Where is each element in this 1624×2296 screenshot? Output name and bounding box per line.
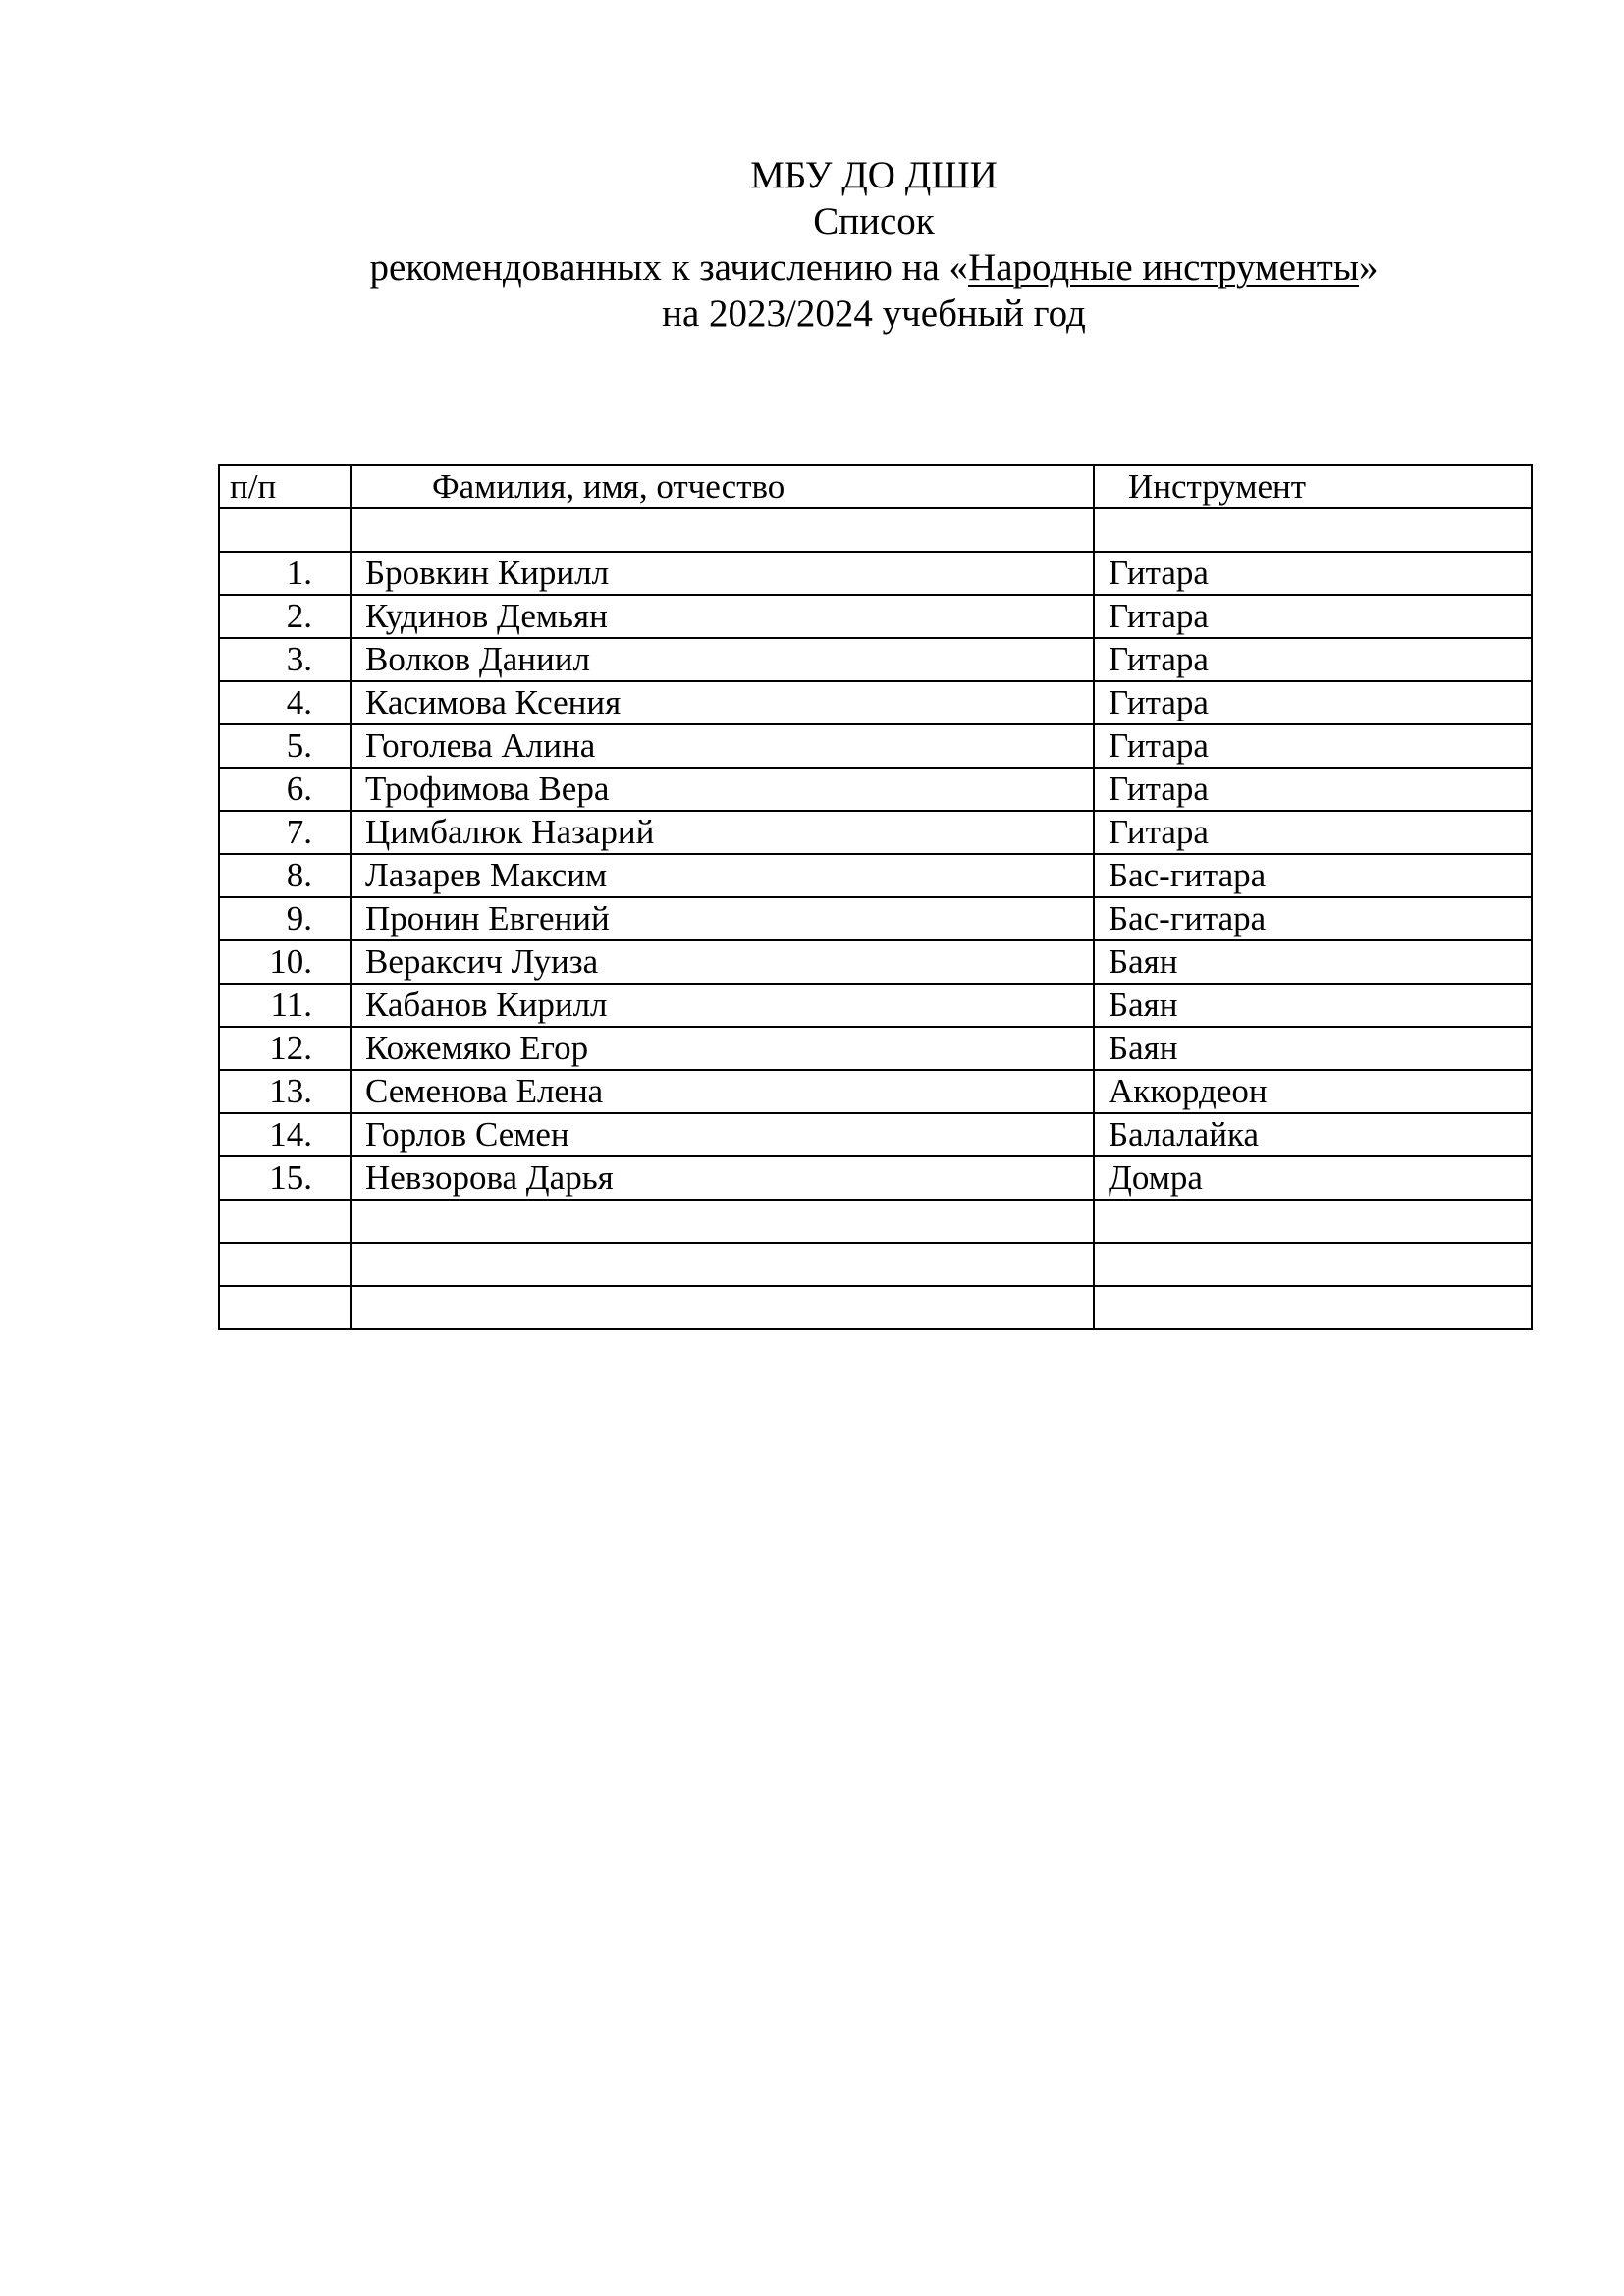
table-header-row bbox=[219, 465, 1532, 508]
row-number: 3. bbox=[219, 638, 351, 681]
row-number: 4. bbox=[219, 681, 351, 724]
table-row bbox=[219, 1027, 1532, 1070]
column-header-number: п/п bbox=[219, 465, 351, 508]
table-row bbox=[219, 638, 1532, 681]
row-number: 12. bbox=[219, 1027, 351, 1070]
subtitle-suffix: » bbox=[1359, 246, 1379, 289]
table-row bbox=[219, 552, 1532, 595]
subtitle bbox=[0, 244, 1624, 291]
row-number: 2. bbox=[219, 595, 351, 638]
student-name: Невзорова Дарья bbox=[351, 1156, 1094, 1200]
enrollment-table bbox=[218, 464, 1533, 1330]
table-row-empty bbox=[219, 1200, 1532, 1243]
instrument: Гитара bbox=[1094, 595, 1532, 638]
instrument: Гитара bbox=[1094, 638, 1532, 681]
table-row bbox=[219, 1156, 1532, 1200]
row-number: 13. bbox=[219, 1070, 351, 1113]
student-name: Семенова Елена bbox=[351, 1070, 1094, 1113]
student-name: Лазарев Максим bbox=[351, 854, 1094, 897]
student-name: Касимова Ксения bbox=[351, 681, 1094, 724]
row-number: 10. bbox=[219, 940, 351, 984]
student-name: Цимбалюк Назарий bbox=[351, 811, 1094, 854]
table-row bbox=[219, 724, 1532, 768]
table-row-empty bbox=[219, 1243, 1532, 1286]
student-name: Пронин Евгений bbox=[351, 897, 1094, 940]
student-name: Вераксич Луиза bbox=[351, 940, 1094, 984]
row-number: 14. bbox=[219, 1113, 351, 1156]
instrument: Баян bbox=[1094, 984, 1532, 1027]
row-number: 8. bbox=[219, 854, 351, 897]
column-header-instrument: Инструмент bbox=[1094, 465, 1532, 508]
row-number: 7. bbox=[219, 811, 351, 854]
table-row bbox=[219, 595, 1532, 638]
instrument: Гитара bbox=[1094, 552, 1532, 595]
instrument: Домра bbox=[1094, 1156, 1532, 1200]
student-name: Горлов Семен bbox=[351, 1113, 1094, 1156]
instrument: Бас-гитара bbox=[1094, 897, 1532, 940]
table-row-empty bbox=[219, 1286, 1532, 1329]
document-header bbox=[0, 152, 1624, 337]
row-number: 15. bbox=[219, 1156, 351, 1200]
subtitle-prefix: рекомендованных к зачислению на « bbox=[369, 246, 969, 289]
list-title: Список bbox=[813, 200, 935, 242]
row-number: 11. bbox=[219, 984, 351, 1027]
instrument: Аккордеон bbox=[1094, 1070, 1532, 1113]
column-header-name: Фамилия, имя, отчество bbox=[351, 465, 1094, 508]
student-name: Кожемяко Егор bbox=[351, 1027, 1094, 1070]
row-number: 9. bbox=[219, 897, 351, 940]
student-name: Бровкин Кирилл bbox=[351, 552, 1094, 595]
row-number: 5. bbox=[219, 724, 351, 768]
row-number: 6. bbox=[219, 768, 351, 811]
student-name: Кудинов Демьян bbox=[351, 595, 1094, 638]
instrument: Баян bbox=[1094, 1027, 1532, 1070]
student-name: Гоголева Алина bbox=[351, 724, 1094, 768]
table-row bbox=[219, 681, 1532, 724]
table-row bbox=[219, 1113, 1532, 1156]
program-name: Народные инструменты bbox=[968, 246, 1360, 289]
table-row bbox=[219, 897, 1532, 940]
table-row bbox=[219, 940, 1532, 984]
instrument: Балалайка bbox=[1094, 1113, 1532, 1156]
instrument: Баян bbox=[1094, 940, 1532, 984]
table-row-empty bbox=[219, 508, 1532, 552]
org-name: МБУ ДО ДШИ bbox=[750, 154, 998, 196]
instrument: Гитара bbox=[1094, 724, 1532, 768]
academic-year: на 2023/2024 учебный год bbox=[662, 293, 1086, 335]
student-name: Трофимова Вера bbox=[351, 768, 1094, 811]
student-name: Волков Даниил bbox=[351, 638, 1094, 681]
student-name: Кабанов Кирилл bbox=[351, 984, 1094, 1027]
row-number: 1. bbox=[219, 552, 351, 595]
instrument: Бас-гитара bbox=[1094, 854, 1532, 897]
table-row bbox=[219, 1070, 1532, 1113]
table-row bbox=[219, 768, 1532, 811]
instrument: Гитара bbox=[1094, 768, 1532, 811]
table-row bbox=[219, 984, 1532, 1027]
instrument: Гитара bbox=[1094, 681, 1532, 724]
table-row bbox=[219, 811, 1532, 854]
table-row bbox=[219, 854, 1532, 897]
instrument: Гитара bbox=[1094, 811, 1532, 854]
